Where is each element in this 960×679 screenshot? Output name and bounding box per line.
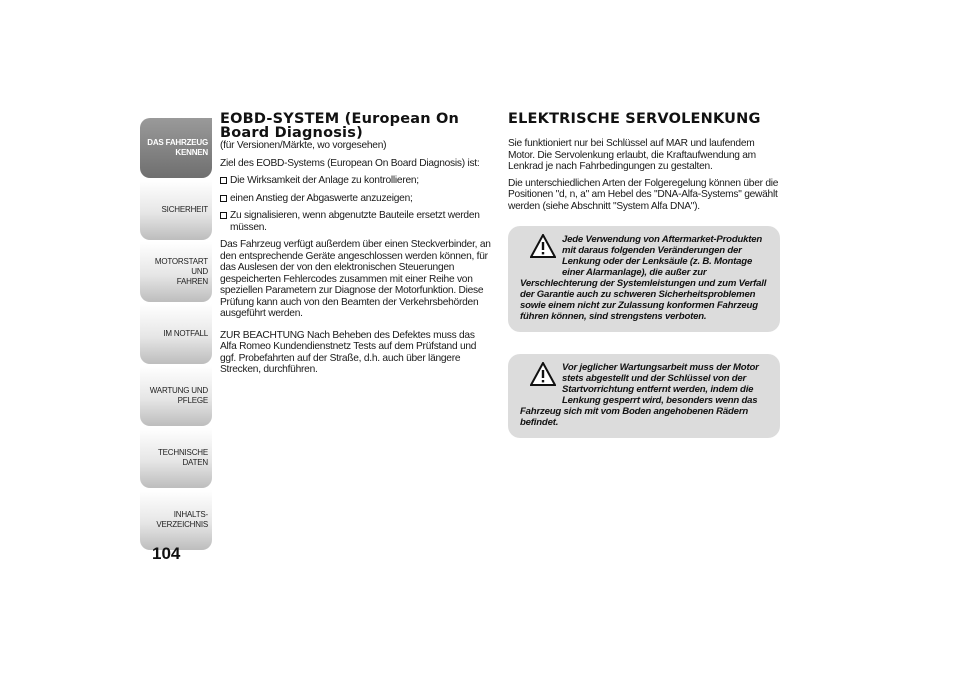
- servolenkung-heading: ELEKTRISCHE SERVOLENKUNG: [508, 111, 761, 127]
- warning-triangle-icon: [524, 362, 562, 396]
- warning-text-aftermarket: Jede Verwendung von Aftermarket-Produkten mit daraus folgenden Veränderungen der Lenkung oder der Lenksäule (z. B. Montage einer Alarmanlage), die außer zur Verschlechterung der Systemleistungen und zum Verfall der Garantie auch zu schweren Sicherheitsproblemen sowie einem nicht zur Zulassung konformen Fahrzeug führen können, sind strengstens verboten.: [520, 234, 767, 322]
- checkbox-bullet-icon: [220, 177, 227, 184]
- warning-box-aftermarket: [508, 226, 780, 332]
- list-item-text: einen Anstieg der Abgaswerte anzuzeigen;: [230, 192, 413, 204]
- tab-sicherheit[interactable]: SICHERHEIT: [140, 180, 212, 240]
- warning-triangle-icon: [524, 234, 562, 268]
- list-item-text: Zu signalisieren, wenn abgenutzte Bauteile ersetzt werden müssen.: [230, 210, 480, 233]
- tab-wartung-und-pflege[interactable]: WARTUNG UND PFLEGE: [140, 366, 212, 426]
- tab-motorstart-und-fahren[interactable]: MOTORSTART UND FAHREN: [140, 242, 212, 302]
- servolenkung-section: [508, 112, 783, 438]
- tab-technische-daten[interactable]: TECHNISCHE DATEN: [140, 428, 212, 488]
- eobd-paragraph-note: ZUR BEACHTUNG Nach Beheben des Defektes muss das Alfa Romeo Kundendienstnetz Tests auf dem Prüfstand und ggf. Probefahrten auf der Straße, d.h. auch über längere Strecken, durchführen.: [220, 329, 477, 375]
- list-item: [220, 193, 492, 205]
- tab-im-notfall[interactable]: IM NOTFALL: [140, 304, 212, 364]
- list-item: [220, 210, 492, 233]
- checkbox-bullet-icon: [220, 212, 227, 219]
- tab-inhaltsverzeichnis[interactable]: INHALTS- VERZEICHNIS: [140, 490, 212, 550]
- checkbox-bullet-icon: [220, 195, 227, 202]
- warning-text-maintenance: Vor jeglicher Wartungsarbeit muss der Motor stets abgestellt und der Schlüssel von der Startvorrichtung entfernt werden, indem die Lenkung gesperrt wird, besonders wenn das Fahrzeug sich mit vom Boden angehobenen Rädern befindet.: [520, 362, 759, 428]
- warning-box-maintenance: [508, 354, 780, 438]
- eobd-heading: EOBD-SYSTEM (European On Board Diagnosis): [220, 111, 460, 141]
- eobd-intro: Ziel des EOBD-Systems (European On Board Diagnosis) ist:: [220, 157, 480, 169]
- servolenkung-paragraph-1: Sie funktioniert nur bei Schlüssel auf MAR und laufendem Motor. Die Servolenkung erlaubt, die Kraftaufwendung am Lenkrad je nach Fahrbedingungen zu gestalten.: [508, 138, 756, 172]
- list-item: [220, 175, 492, 187]
- eobd-section: [220, 112, 492, 379]
- list-item-text: Die Wirksamkeit der Anlage zu kontrollieren;: [230, 175, 419, 186]
- tab-das-fahrzeug-kennen[interactable]: DAS FAHRZEUG KENNEN: [140, 118, 212, 178]
- servolenkung-paragraph-2: Die unterschiedlichen Arten der Folgeregelung können über die Positionen "d, n, a" am Hebel des "DNA-Alfa-Systems" gewählt werden (siehe Abschnitt "System Alfa DNA").: [508, 177, 779, 212]
- page-number: 104: [152, 544, 181, 563]
- eobd-subtitle: (für Versionen/Märkte, wo vorgesehen): [220, 140, 387, 151]
- eobd-paragraph-connector: Das Fahrzeug verfügt außerdem über einen Steckverbinder, an den entsprechende Geräte angeschlossen werden können, für das Auslesen der von den elektronischen Steuerungen gespeicherten Fehlercodes zusammen mit einer Reihe von speziellen Parametern zur Diagnose der Motorfunktion. Diese Prüfung kann auch von den Beamten der Verkehrsbehörden ausgeführt werden.: [220, 239, 491, 319]
